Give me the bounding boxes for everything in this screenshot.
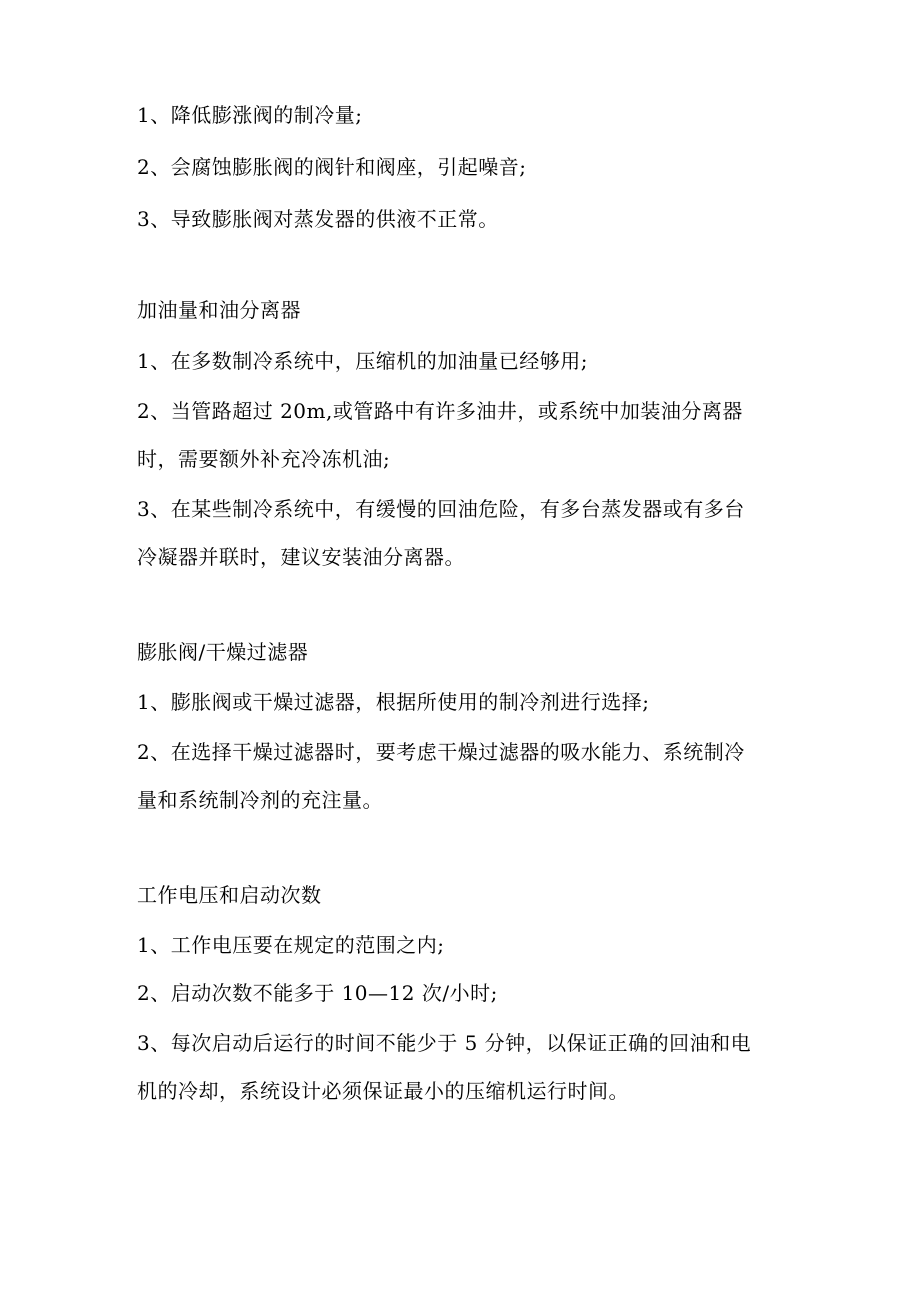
list-item-continuation: 冷凝器并联时，建议安装油分离器。 [137, 545, 465, 569]
list-item-continuation: 机的冷却，系统设计必须保证最小的压缩机运行时间。 [137, 1079, 629, 1103]
list-item: 1、在多数制冷系统中，压缩机的加油量已经够用; [137, 349, 588, 373]
list-item: 1、膨胀阀或干燥过滤器，根据所使用的制冷剂进行选择; [137, 690, 650, 714]
list-item: 1、降低膨涨阀的制冷量; [137, 103, 363, 127]
list-item: 2、在选择干燥过滤器时，要考虑干燥过滤器的吸水能力、系统制冷 [137, 740, 745, 764]
section-heading: 膨胀阀/干燥过滤器 [137, 640, 309, 664]
list-item: 2、启动次数不能多于 10—12 次/小时; [137, 981, 498, 1005]
list-item-continuation: 量和系统制冷剂的充注量。 [137, 788, 383, 812]
section-heading: 加油量和油分离器 [137, 298, 301, 322]
list-item: 3、每次启动后运行的时间不能少于 5 分钟，以保证正确的回油和电 [137, 1031, 752, 1055]
list-item: 2、会腐蚀膨胀阀的阀针和阀座，引起噪音; [137, 155, 527, 179]
list-item-continuation: 时，需要额外补充冷冻机油; [137, 447, 391, 471]
list-item: 3、在某些制冷系统中，有缓慢的回油危险，有多台蒸发器或有多台 [137, 497, 745, 521]
list-item: 3、导致膨胀阀对蒸发器的供液不正常。 [137, 207, 499, 231]
list-item: 1、工作电压要在规定的范围之内; [137, 933, 445, 957]
section-heading: 工作电压和启动次数 [137, 883, 322, 907]
list-item: 2、当管路超过 20m,或管路中有许多油井，或系统中加装油分离器 [137, 399, 743, 423]
